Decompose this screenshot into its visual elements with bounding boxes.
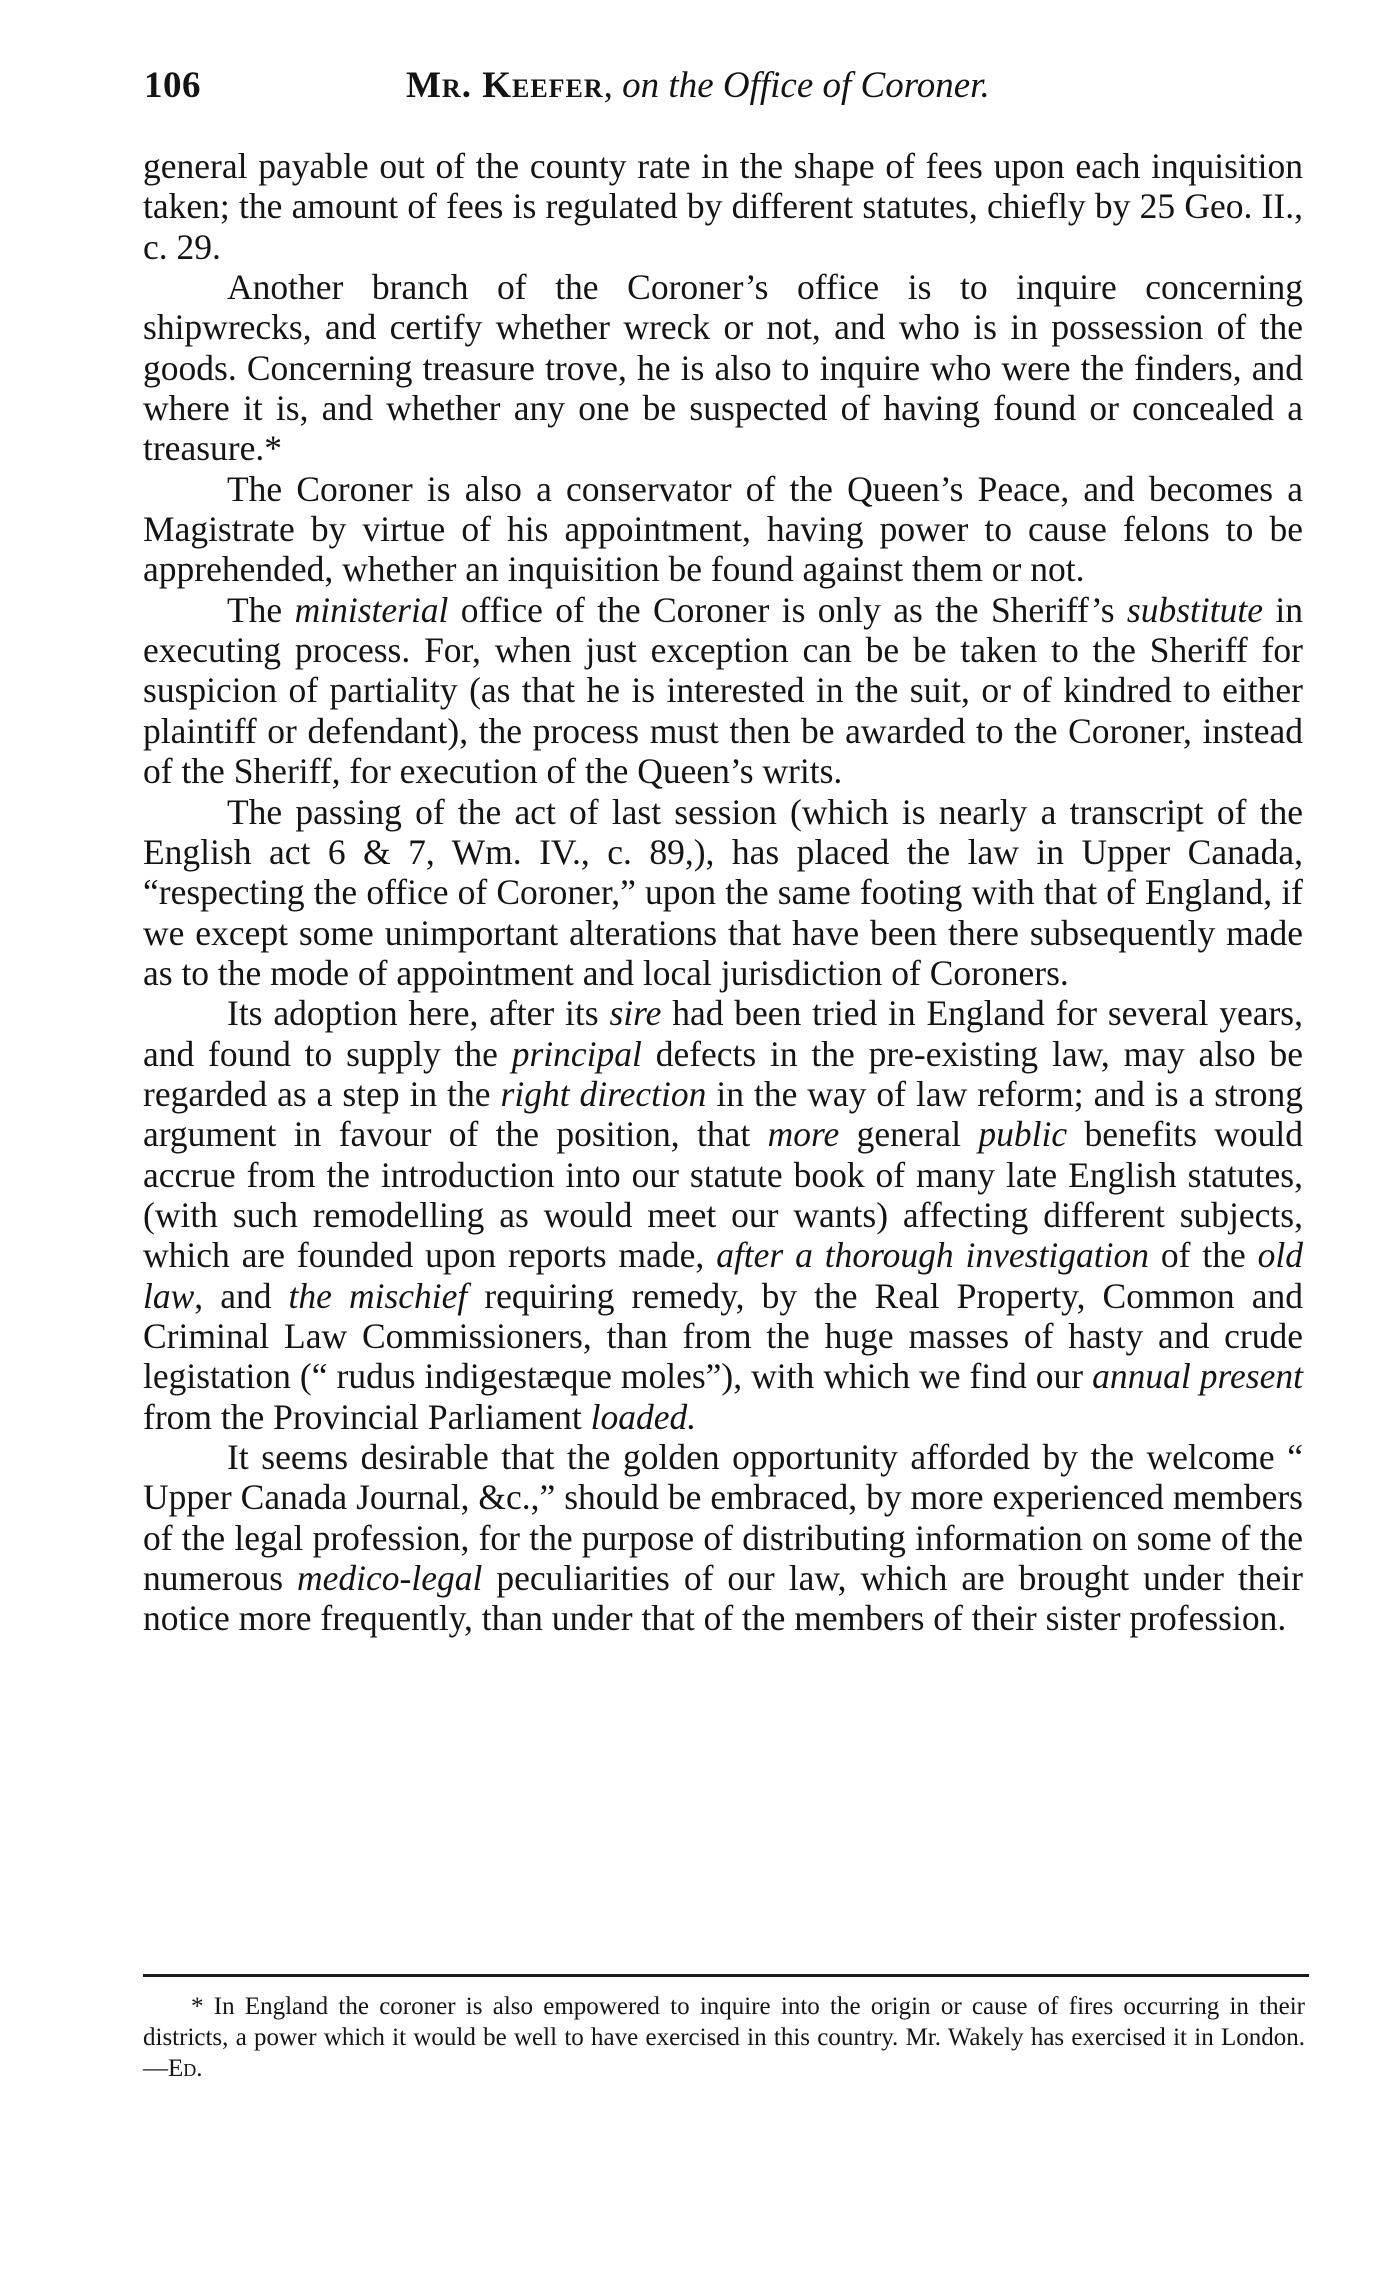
italic-text: right direction xyxy=(500,1073,707,1114)
italic-text: the mischief xyxy=(288,1275,468,1316)
text-run: benefits would accrue from the introduction into our statute book of many late English statutes, (with such remodelling as would meet our wants) affecting different subjects, which are founded upon reports made, xyxy=(143,1114,1303,1276)
text-run: general xyxy=(839,1114,979,1155)
text-run: from the Provincial Parliament xyxy=(143,1396,591,1437)
italic-text: after a thorough investigation xyxy=(716,1235,1149,1276)
italic-text: medico-legal xyxy=(297,1558,483,1599)
italic-text: annual present xyxy=(1092,1356,1303,1397)
text-run: It seems desirable that the golden opportunity afforded by the welcome “ Upper Canada Journal, &c.,” should be embraced, by more experienced members of the legal profession, for the purpose of distributing information on some of the numerous xyxy=(143,1437,1303,1599)
text-run: of the xyxy=(1148,1235,1258,1276)
paragraph-p7 xyxy=(143,1437,1303,1639)
italic-text: old law xyxy=(143,1235,1304,1316)
running-title-author: Mr. Keefer xyxy=(406,65,604,106)
page-number: 106 xyxy=(144,65,201,106)
paragraph-p5 xyxy=(143,792,1303,994)
text-run: general payable out of the county rate in the shape of fees upon each inquisition taken; the amount of fees is regulated by different statutes, chiefly by 25 Geo. II., c. 29. xyxy=(143,146,1303,267)
paragraph-p3 xyxy=(143,469,1303,590)
text-run: The Coroner is also a conservator of the Queen’s Peace, and becomes a Magistrate by virtue of his appointment, having power to cause felons to be apprehended, whether an inquisition be found against them or not. xyxy=(143,468,1303,590)
text-run: in the way of law reform; and is a strong argument in favour of the position, that xyxy=(143,1073,1303,1155)
paragraph-p1 xyxy=(143,146,1303,267)
text-run: office of the Coroner is only as the Sheriff’s xyxy=(448,589,1127,630)
italic-text: more xyxy=(767,1114,840,1155)
footnote xyxy=(143,1991,1305,2084)
running-title-connector: , xyxy=(603,65,623,106)
italic-text: principal xyxy=(511,1033,642,1074)
paragraph-p6 xyxy=(143,993,1303,1437)
paragraph-p2 xyxy=(143,267,1303,469)
italic-text: ministerial xyxy=(294,589,449,630)
italic-text: substitute xyxy=(1126,589,1263,630)
italic-text: sire xyxy=(609,993,662,1034)
footnote-text: * In England the coroner is also empowered to inquire into the origin or cause of fires occurring in their districts, a power which it would be well to have exercised in this country. Mr. Wakely has exercised it in London.— xyxy=(143,1993,1305,2082)
text-run: Its adoption here, after its xyxy=(227,993,610,1034)
text-run: in executing process. For, when just exception can be be taken to the Sheriff for suspicion of partiality (as that he is interested in the suit, or of kindred to either plaintiff or defendant), the process must then be awarded to the Coroner, instead of the Sheriff, for execution of the Queen’s writs. xyxy=(143,589,1303,792)
italic-text: public xyxy=(978,1114,1068,1155)
text-run: Another branch of the Coroner’s office is to inquire concerning shipwrecks, and certify whether wreck or not, and who is in possession of the goods. Concerning treasure trove, he is also to inquire who were the finders, and where it is, and whether any one be suspected of having found or concealed a treasure.* xyxy=(143,267,1303,469)
text-run: The passing of the act of last session (which is nearly a transcript of the English act 6 & 7, Wm. IV., c. 89,), has placed the law in Upper Canada, “respecting the office of Coroner,” upon the same footing with that of England, if we except some unimportant alterations that have been there subsequently made as to the mode of appointment and local jurisdiction of Coroners. xyxy=(143,791,1303,993)
text-run: requiring remedy, by the Real Property, Common and Criminal Law Commissioners, than from the huge masses of hasty and crude legistation (“ rudus indigestæque moles”), with which we find our xyxy=(143,1275,1303,1397)
running-title xyxy=(406,64,990,107)
text-run: , and xyxy=(194,1275,289,1316)
text-run: peculiarities of our law, which are brought under their notice more frequently, than under that of the members of their sister profession. xyxy=(143,1558,1303,1639)
text-run: had been tried in England for several years, and found to supply the xyxy=(143,993,1303,1074)
running-header xyxy=(144,64,1304,118)
footnote-editor-mark: Ed. xyxy=(168,2055,203,2082)
text-run: defects in the pre-existing law, may also be regarded as a step in the xyxy=(143,1033,1303,1114)
paragraph-p4 xyxy=(143,590,1303,792)
footnote-divider xyxy=(143,1974,1309,1977)
running-title-text: on the Office of Coroner. xyxy=(622,65,990,106)
text-run: The xyxy=(227,589,295,630)
italic-text: loaded. xyxy=(590,1396,697,1437)
body-text xyxy=(143,146,1303,1639)
